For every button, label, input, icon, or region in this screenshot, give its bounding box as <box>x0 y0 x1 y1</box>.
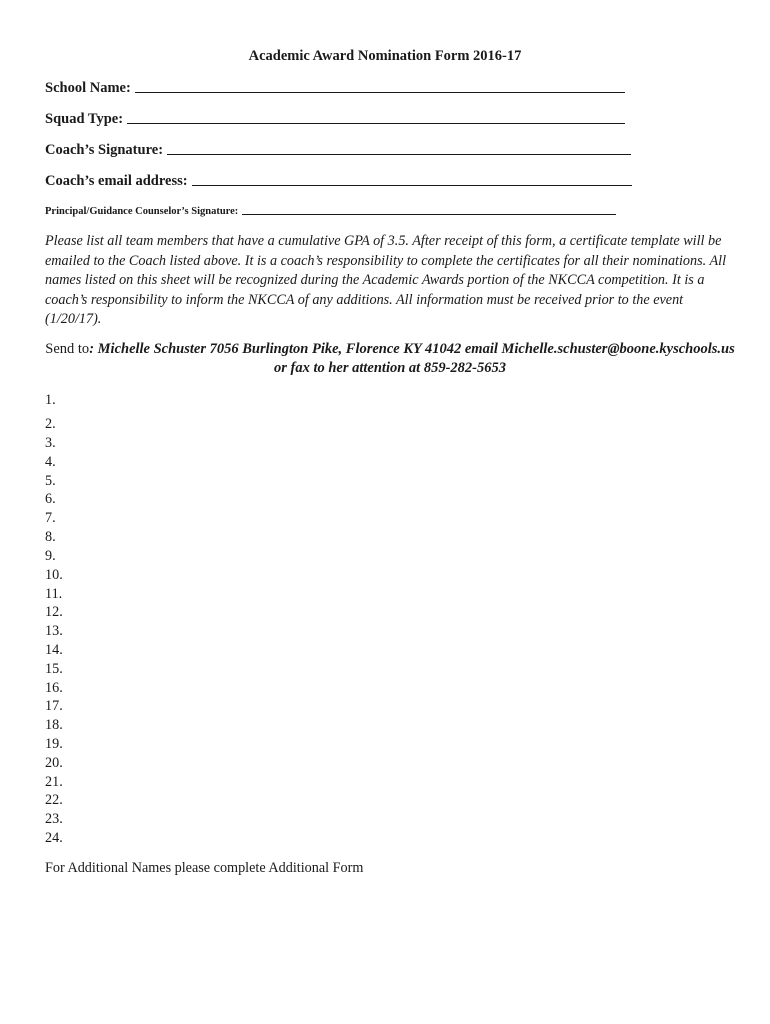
nominee-entry[interactable] <box>45 623 63 640</box>
nominee-number: 9. <box>45 548 56 564</box>
nominee-entry[interactable] <box>45 416 56 433</box>
nominee-entry[interactable] <box>45 473 56 490</box>
school-name-field <box>45 80 625 97</box>
nominee-entry[interactable] <box>45 529 56 546</box>
principal-signature-field <box>45 206 616 217</box>
school-name-line[interactable] <box>135 92 625 93</box>
nominee-number: 23. <box>45 811 63 827</box>
nominee-entry[interactable] <box>45 774 63 791</box>
squad-type-label: Squad Type: <box>45 111 124 127</box>
coach-email-field <box>45 173 632 190</box>
nominee-entry[interactable] <box>45 510 56 527</box>
nominee-number: 21. <box>45 774 63 790</box>
nominee-entry[interactable] <box>45 811 63 828</box>
nominee-number: 20. <box>45 755 63 771</box>
nominee-entry[interactable] <box>45 717 63 734</box>
nominee-entry[interactable] <box>45 604 63 621</box>
nominee-number: 4. <box>45 454 56 470</box>
nominee-number: 5. <box>45 473 56 489</box>
nominee-number: 18. <box>45 717 63 733</box>
principal-signature-label: Principal/Guidance Counselor’s Signature: <box>45 206 239 217</box>
nominee-entry[interactable] <box>45 698 63 715</box>
nominee-number: 24. <box>45 830 63 846</box>
nominee-entry[interactable] <box>45 642 63 659</box>
nominee-number: 15. <box>45 661 63 677</box>
principal-signature-line[interactable] <box>242 214 616 215</box>
nominee-entry[interactable] <box>45 830 63 847</box>
nominee-number: 19. <box>45 736 63 752</box>
coach-signature-field <box>45 142 631 159</box>
nominee-entry[interactable] <box>45 680 63 697</box>
form-title: Academic Award Nomination Form 2016-17 <box>248 48 522 64</box>
nominee-entry[interactable] <box>45 454 56 471</box>
nominee-entry[interactable] <box>45 548 56 565</box>
nominee-entry[interactable] <box>45 661 63 678</box>
nominee-number: 11. <box>45 586 63 602</box>
squad-type-field <box>45 111 625 128</box>
nominee-number: 10. <box>45 567 63 583</box>
nominee-entry[interactable] <box>45 392 56 409</box>
squad-type-line[interactable] <box>127 123 625 124</box>
nominee-number: 22. <box>45 792 63 808</box>
nominee-entry[interactable] <box>45 491 56 508</box>
nominee-number: 8. <box>45 529 56 545</box>
send-to-address: : Michelle Schuster 7056 Burlington Pike, Florence KY 41042 email Michelle.schuster@boone.kyschools.us or fax to her attention at 859-282-5653 <box>89 341 735 376</box>
nominee-number: 17. <box>45 698 63 714</box>
school-name-label: School Name: <box>45 80 131 96</box>
instructions-paragraph: Please list all team members that have a cumulative GPA of 3.5. After receipt of this form, a certificate template will be emailed to the Coach listed above. It is a coach’s responsibility to complete the certificates for all their nominations. All names listed on this sheet will be recognized during the Academic Awards portion of the NKCCA competition. It is a coach’s responsibility to inform the NKCCA of any additions. All information must be received prior to the event (1/20/17). <box>45 233 727 327</box>
nominee-entry[interactable] <box>45 736 63 753</box>
coach-email-label: Coach’s email address: <box>45 173 188 189</box>
coach-email-line[interactable] <box>192 185 632 186</box>
nominee-number: 2. <box>45 416 56 432</box>
nominee-number: 1. <box>45 392 56 408</box>
nominee-number: 7. <box>45 510 56 526</box>
nominee-entry[interactable] <box>45 755 63 772</box>
additional-names-note: For Additional Names please complete Additional Form <box>45 860 364 876</box>
nominee-entry[interactable] <box>45 567 63 584</box>
nominee-entry[interactable] <box>45 792 63 809</box>
coach-signature-label: Coach’s Signature: <box>45 142 164 158</box>
send-to-paragraph <box>45 340 735 378</box>
send-to-lead: Send to <box>45 341 90 357</box>
coach-signature-line[interactable] <box>167 154 631 155</box>
nominee-entry[interactable] <box>45 586 62 603</box>
nominee-number: 12. <box>45 604 63 620</box>
nominee-number: 13. <box>45 623 63 639</box>
nominee-number: 3. <box>45 435 56 451</box>
nominee-entry[interactable] <box>45 435 56 452</box>
nominee-number: 6. <box>45 491 56 507</box>
nominee-number: 16. <box>45 680 63 696</box>
nominee-number: 14. <box>45 642 63 658</box>
